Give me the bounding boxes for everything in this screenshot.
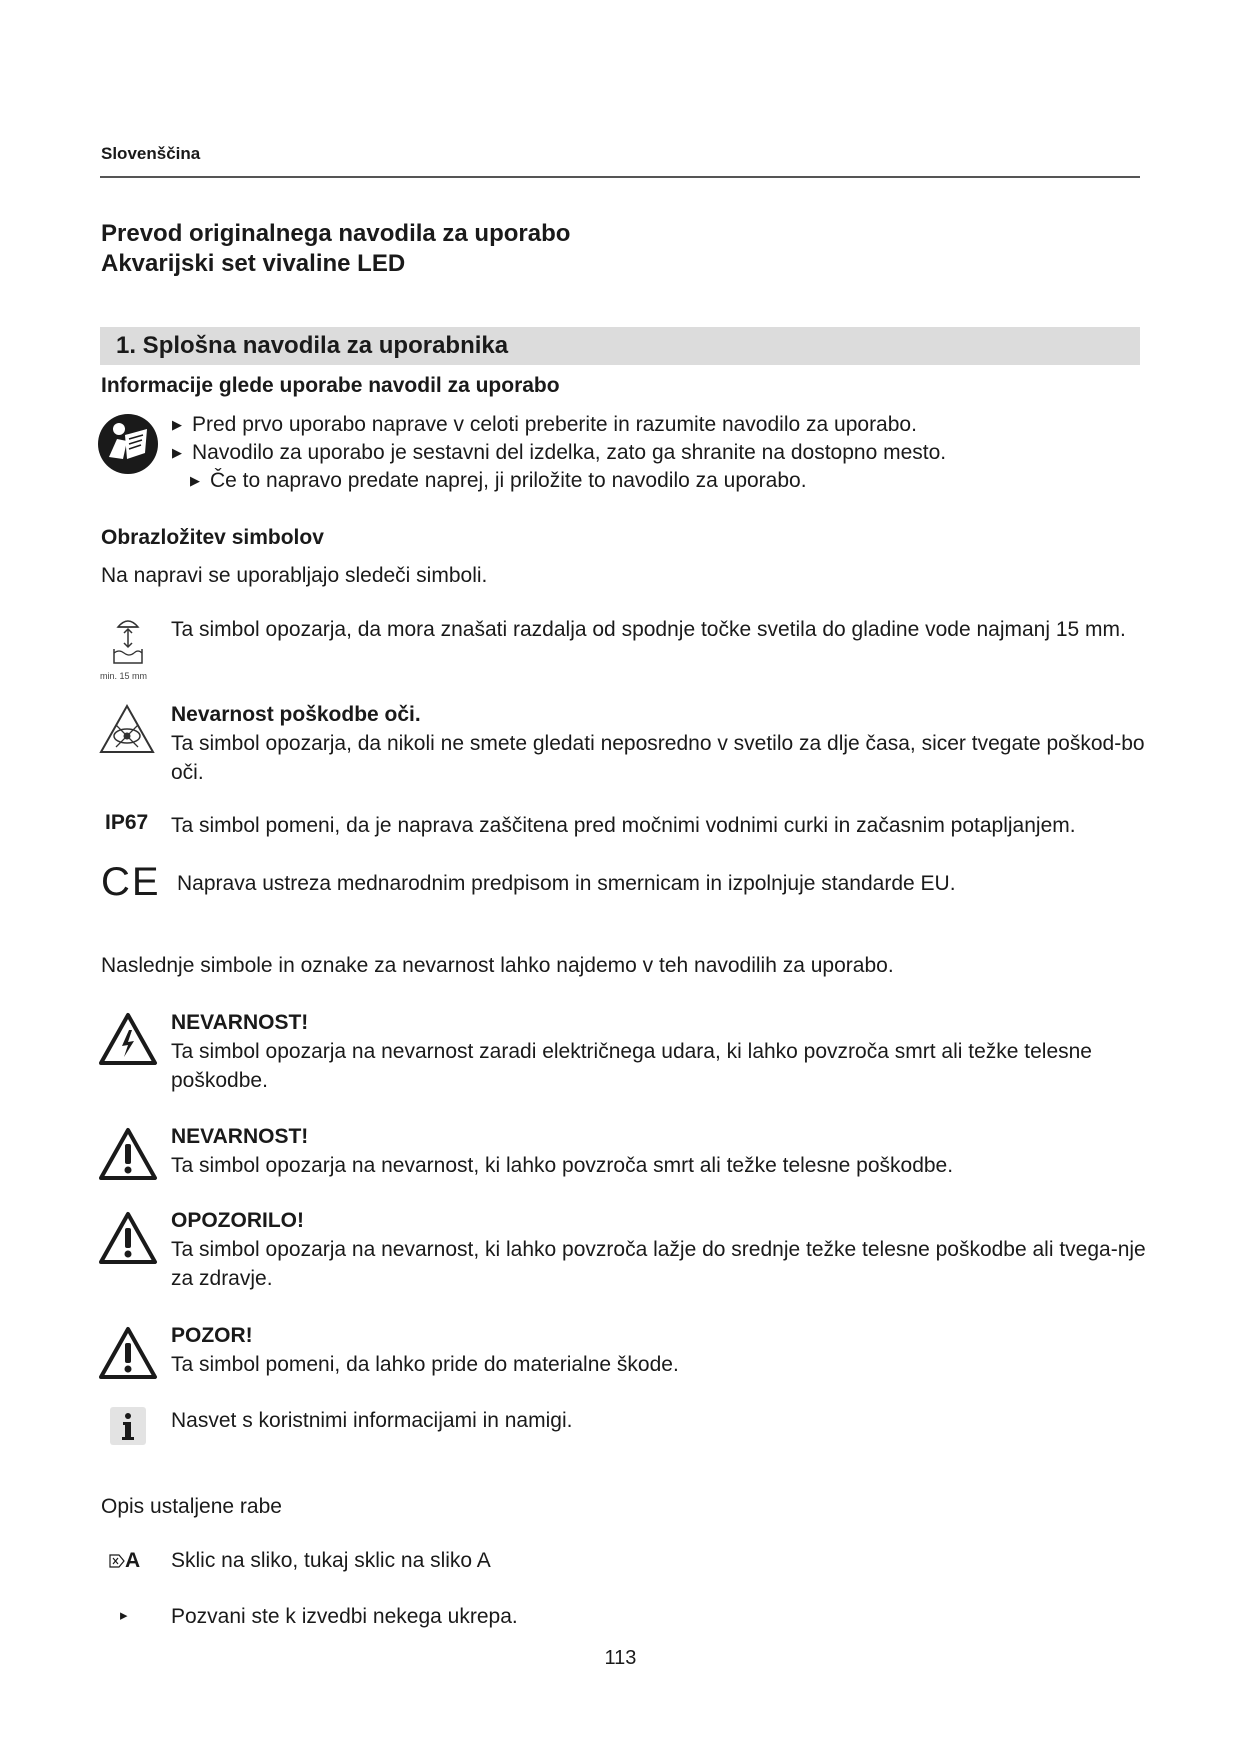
figure-reference-text: Sklic na sliko, tukaj sklic na sliko A [171,1549,491,1572]
ce-mark-icon: CE [101,860,161,904]
action-bullet-icon: ▸ [120,1607,128,1624]
document-title: Prevod originalnega navodila za uporabo [101,220,571,247]
figure-reference-letter: A [125,1549,141,1572]
symbol-eye-damage-text: Ta simbol opozarja, da nikoli ne smete gledati neposredno v svetilo za dlje časa, sicer tvegate poškod-bo oči. [171,732,1145,784]
eye-damage-warning-icon [98,703,156,755]
document-subtitle: Akvarijski set vivaline LED [101,250,406,277]
hazard-electric-text: Ta simbol opozarja na nevarnost zaradi električnega udara, ki lahko povzroča smrt ali težke telesne poškodbe. [171,1040,1092,1092]
symbol-eye-damage [171,700,1146,787]
hazard-caution [171,1321,1146,1379]
ip67-symbol: IP67 [105,811,149,834]
read-manual-icon [97,413,159,475]
symbol-ce-text: Naprava ustreza mednarodnim predpisom in smernicam in izpolnjuje standarde EU. [177,872,956,895]
info-bullet-3: ▶ Če to napravo predate naprej, ji priložite to navodilo za uporabo. [190,469,807,492]
symbols-heading: Obrazložitev simbolov [101,526,324,549]
info-heading: Informacije glede uporabe navodil za uporabo [101,374,560,397]
symbol-ip67-text: Ta simbol pomeni, da je naprava zaščitena pred močnimi vodnimi curki in začasnim potapljanjem. [171,814,1076,837]
warning-triangle-icon [98,1326,158,1380]
action-bullet-text: Pozvani ste k izvedbi nekega ukrepa. [171,1605,518,1628]
electric-hazard-icon [98,1012,158,1066]
page-number: 113 [604,1647,637,1669]
figure-reference-icon [109,1554,125,1568]
hazard-danger-text: Ta simbol opozarja na nevarnost, ki lahko povzroča smrt ali težke telesne poškodbe. [171,1154,954,1177]
hazard-warning [171,1206,1146,1293]
symbol-water-distance-text: Ta simbol opozarja, da mora znašati razdalja od spodnje točke svetila do gladine vode najmanj 15 mm. [171,618,1126,641]
water-distance-icon [108,617,148,669]
section-heading: 1. Splošna navodila za uporabnika [116,332,509,359]
hazard-warning-text: Ta simbol opozarja na nevarnost, ki lahko povzroča lažje do srednje težke telesne poškodbe ali tvega-nje za zdravje. [171,1238,1146,1290]
info-icon [110,1407,146,1445]
hazard-intro: Naslednje simbole in oznake za nevarnost lahko najdemo v teh navodilih za uporabo. [101,954,894,977]
min-distance-label: min. 15 mm [100,671,148,681]
header-divider [100,176,1140,178]
figure-reference-symbol [109,1549,140,1573]
info-bullet-2: ▶ Navodilo za uporabo je sestavni del izdelka, zato ga shranite na dostopno mesto. [172,441,947,464]
warning-triangle-icon [98,1127,158,1181]
warning-triangle-icon [98,1211,158,1265]
info-tip-text: Nasvet s koristnimi informacijami in namigi. [171,1409,573,1432]
symbols-intro: Na napravi se uporabljajo sledeči simboli. [101,564,488,587]
conventions-heading: Opis ustaljene rabe [101,1495,282,1518]
hazard-electric-heading: NEVARNOST! [171,1011,309,1034]
hazard-danger-heading: NEVARNOST! [171,1125,309,1148]
hazard-warning-heading: OPOZORILO! [171,1209,304,1232]
info-bullet-1: ▶ Pred prvo uporabo naprave v celoti preberite in razumite navodilo za uporabo. [172,413,917,436]
hazard-electric [171,1008,1146,1095]
hazard-caution-heading: POZOR! [171,1324,253,1347]
hazard-caution-text: Ta simbol pomeni, da lahko pride do materialne škode. [171,1353,679,1376]
hazard-danger [171,1122,1146,1180]
symbol-eye-damage-heading: Nevarnost poškodbe oči. [171,703,421,726]
language-label: Slovenščina [101,144,201,163]
